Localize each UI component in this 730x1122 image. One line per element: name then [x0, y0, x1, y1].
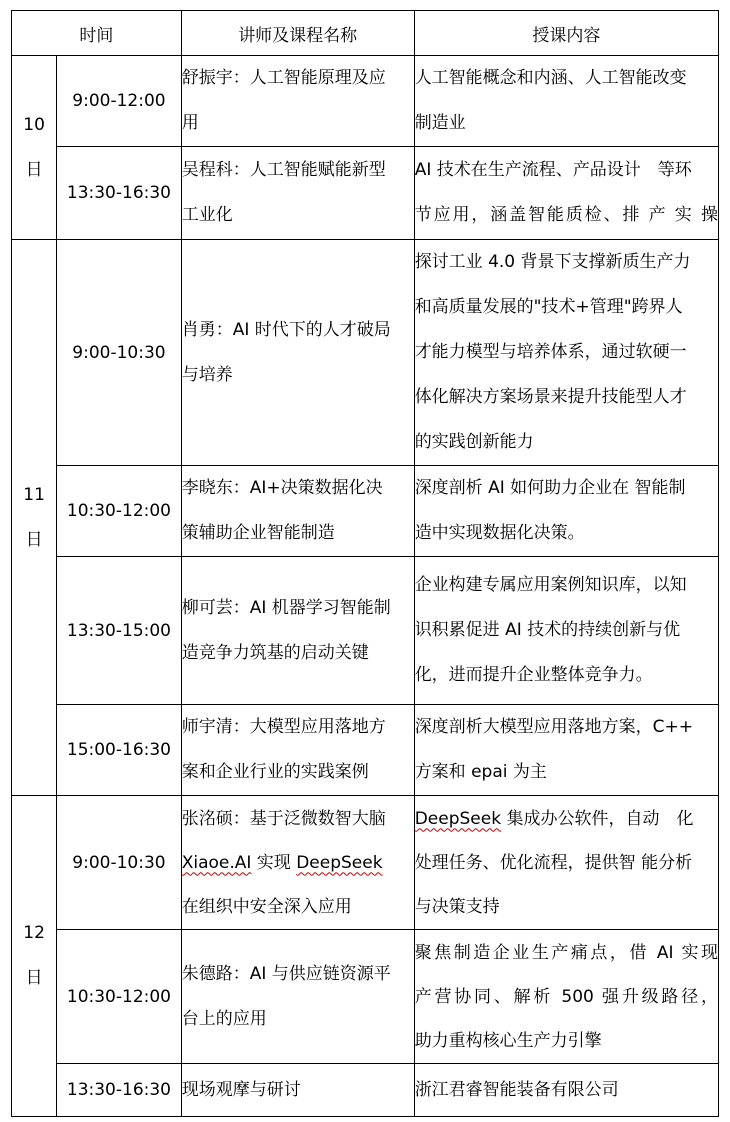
session-time: 13:30-16:30	[57, 147, 182, 240]
table-row	[12, 930, 719, 1064]
session-lecturer: 张洺硕：基于泛微数智大脑 Xiaoe.AI 实现 DeepSeek 在组织中安全深入应用	[181, 796, 414, 930]
day-cell-11: 11 日	[12, 240, 57, 796]
header-time: 时间	[12, 11, 182, 56]
session-content: 深度剖析大模型应用落地方案，C++ 方案和 epai 为主	[414, 705, 718, 796]
session-lecturer: 朱德路：AI 与供应链资源平 台上的应用	[181, 930, 414, 1064]
session-lecturer: 肖勇：AI 时代下的人才破局 与培养	[181, 240, 414, 466]
day-cell-10: 10 日	[12, 56, 57, 240]
session-time: 10:30-12:00	[57, 466, 182, 557]
table-row	[12, 796, 719, 930]
session-time: 13:30-16:30	[57, 1064, 182, 1117]
session-lecturer: 师宇清：大模型应用落地方 案和企业行业的实践案例	[181, 705, 414, 796]
session-lecturer: 柳可芸：AI 机器学习智能制 造竞争力筑基的启动关键	[181, 557, 414, 705]
session-time: 15:00-16:30	[57, 705, 182, 796]
session-time: 9:00-12:00	[57, 56, 182, 147]
header-row	[12, 11, 719, 56]
table-row	[12, 1064, 719, 1117]
session-time: 9:00-10:30	[57, 796, 182, 930]
session-content: 企业构建专属应用案例知识库，以知 识积累促进 AI 技术的持续创新与优 化，进而提升企业整体竞争力。	[414, 557, 718, 705]
session-time: 10:30-12:00	[57, 930, 182, 1064]
table-row	[12, 557, 719, 705]
xiaoe-ai-term: Xiaoe.AI	[181, 852, 252, 873]
session-time: 9:00-10:30	[57, 240, 182, 466]
session-lecturer: 李晓东：AI+决策数据化决 策辅助企业智能制造	[181, 466, 414, 557]
session-content: 聚焦制造企业生产痛点，借 AI 实现 产营协同、解析 500 强升级路径， 助力重构核心生产力引擎	[414, 930, 718, 1064]
session-content: 探讨工业 4.0 背景下支撑新质生产力 和高质量发展的"技术+管理"跨界人 才能力模型与培养体系，通过软硬一 体化解决方案场景来提升技能型人才 的实践创新能力	[414, 240, 718, 466]
header-content: 授课内容	[414, 11, 718, 56]
schedule-table	[11, 10, 719, 1117]
table-row	[12, 240, 719, 466]
deepseek-term: DeepSeek	[296, 852, 383, 873]
table-row	[12, 56, 719, 147]
session-content: 深度剖析 AI 如何助力企业在 智能制 造中实现数据化决策。	[414, 466, 718, 557]
header-lecturer: 讲师及课程名称	[181, 11, 414, 56]
table-row	[12, 705, 719, 796]
session-content: 人工智能概念和内涵、人工智能改变 制造业	[414, 56, 718, 147]
session-content: 浙江君睿智能装备有限公司	[414, 1064, 718, 1117]
day-cell-12: 12 日	[12, 796, 57, 1117]
session-content: AI 技术在生产流程、产品设计 等环 节应用，涵盖智能质检、排 产 实 操	[414, 147, 718, 240]
table-row	[12, 466, 719, 557]
session-lecturer: 吴程科：人工智能赋能新型 工业化	[181, 147, 414, 240]
session-content: DeepSeek 集成办公软件，自动 化 处理任务、优化流程，提供智 能分析 与决策支持	[414, 796, 718, 930]
table-row	[12, 147, 719, 240]
session-time: 13:30-15:00	[57, 557, 182, 705]
session-lecturer: 现场观摩与研讨	[181, 1064, 414, 1117]
session-lecturer: 舒振宇：人工智能原理及应 用	[181, 56, 414, 147]
deepseek-term: DeepSeek	[414, 808, 502, 829]
